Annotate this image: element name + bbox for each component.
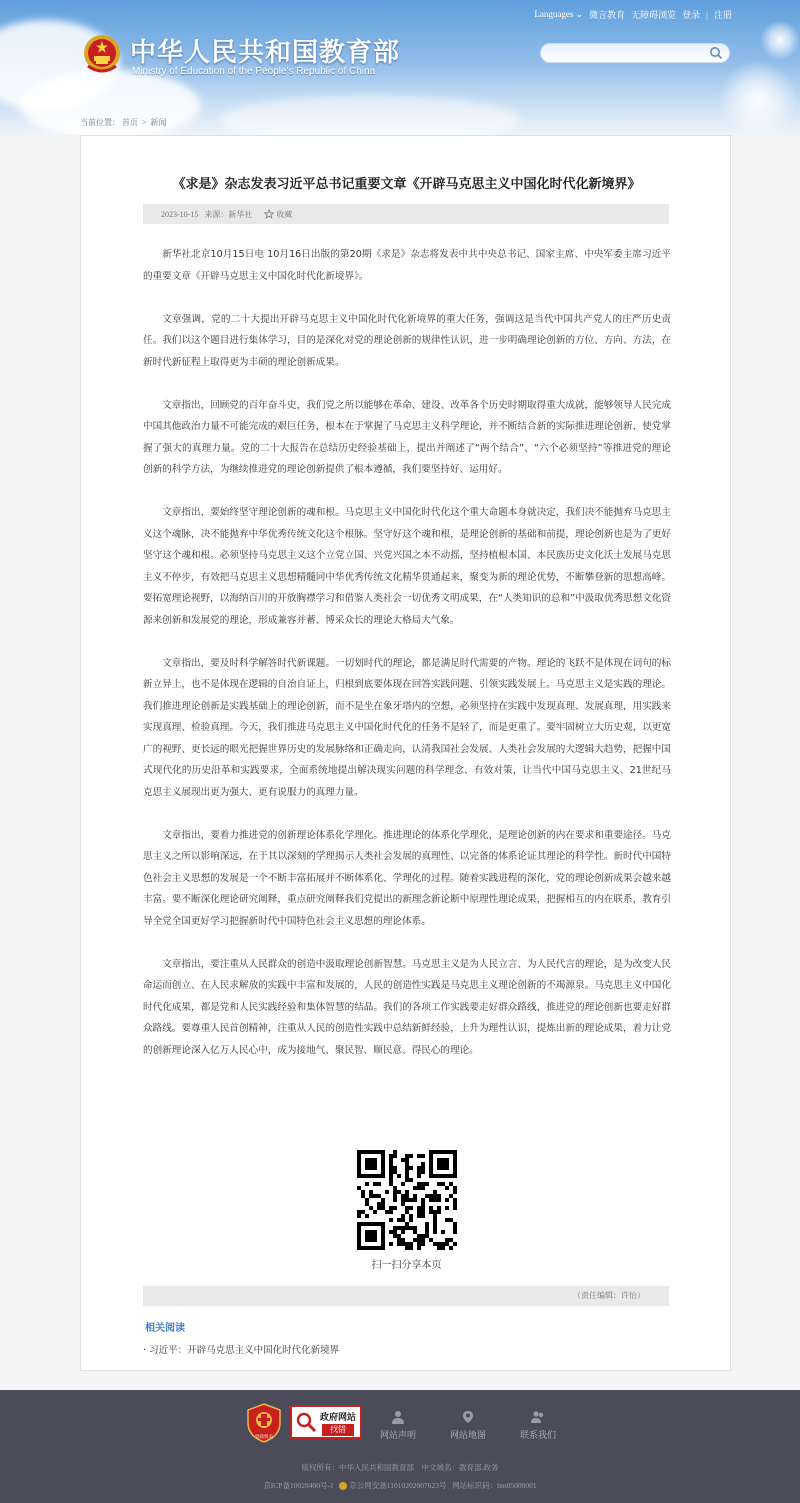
party-government-badge-icon[interactable]	[246, 1403, 282, 1443]
share-qr	[81, 1150, 732, 1271]
footer-link-label: 网站声明	[379, 1431, 416, 1441]
national-emblem-icon	[82, 32, 122, 76]
nav-link-accessible[interactable]: 无障碍浏览	[631, 10, 677, 20]
footer-link-label: 网站地图	[449, 1431, 486, 1441]
footer-police[interactable]: 京公网安备11010202007623号	[349, 1481, 447, 1490]
breadcrumb	[80, 117, 167, 128]
related-link-label: 习近平：开辟马克思主义中国化时代化新境界	[149, 1345, 340, 1356]
breadcrumb-current[interactable]: 新闻	[150, 118, 167, 127]
cloud-decoration	[220, 95, 520, 135]
footer-site-id: 网站标识码：bm05000001	[452, 1481, 537, 1490]
magnifier-icon	[295, 1411, 317, 1433]
languages-menu[interactable]	[534, 9, 583, 20]
languages-label: Languages	[534, 9, 574, 19]
dandelion-decoration	[718, 60, 798, 135]
favorite-label: 收藏	[276, 209, 293, 219]
footer-copyright: 版权所有：中华人民共和国教育部 中文域名：教育部.政务	[301, 1463, 499, 1472]
article-date: 2023-10-15	[161, 209, 199, 219]
footer-link-statement[interactable]	[368, 1410, 428, 1441]
article-card	[80, 135, 731, 1371]
qr-label: 扫一扫分享本页	[371, 1260, 442, 1271]
search-box	[540, 43, 730, 63]
footer-icp[interactable]: 京ICP备10028400号-1	[263, 1481, 334, 1490]
related-reading-title: 相关阅读	[145, 1323, 185, 1334]
contacts-icon	[530, 1410, 546, 1424]
footer-link-sitemap[interactable]	[438, 1410, 498, 1441]
page-header	[0, 0, 800, 135]
site-title[interactable]: 中华人民共和国教育部	[130, 38, 401, 68]
article-paragraph: 文章强调，党的二十大提出开辟马克思主义中国化时代化新境界的重大任务，强调这是当代中国共产党人的庄严历史责任。我们以这个题目进行集体学习，目的是深化对党的理论创新的规律性认识，进一步明确理论创新的方位、方向、方法，在新时代新征程上取得更为丰硕的理论创新成果。	[143, 313, 671, 368]
article-paragraph: 文章指出，要始终坚守理论创新的魂和根。马克思主义中国化时代化这个重大命题本身就决定，我们决不能抛弃马克思主义这个魂脉，决不能抛弃中华优秀传统文化这个根脉。坚守好这个魂和根，是理论创新的基础和前提，理论创新也是为了更好坚守这个魂和根。必须坚持马克思主义这个立党立国、兴党兴国之本不动摇，坚持植根本国、本民族历史文化沃土发展马克思主义不停步，有效把马克思主义思想精髓同中华优秀传统文化精华贯通起来，聚变为新的理论优势，不断攀登新的思想高峰。要拓宽理论视野，以海纳百川的开放胸襟学习和借鉴人类社会一切优秀文明成果，在“人类知识的总和”中汲取优秀思想文化资源来创新和发展党的理论，形成兼容并蓄、博采众长的理论大格局大气象。	[143, 507, 672, 626]
star-icon	[264, 209, 274, 219]
article-paragraph: 新华社北京10月15日电 10月16日出版的第20期《求是》杂志将发表中共中央总书记、国家主席、中央军委主席习近平的重要文章《开辟马克思主义中国化时代化新境界》。	[143, 249, 671, 282]
responsible-editor: （责任编辑：许怡）	[143, 1286, 669, 1306]
location-pin-icon	[461, 1410, 475, 1424]
police-badge-icon	[339, 1482, 347, 1490]
favorite-button[interactable]	[264, 209, 292, 220]
top-nav	[534, 8, 732, 21]
search-input[interactable]	[541, 48, 701, 66]
search-icon[interactable]	[709, 46, 723, 60]
article-paragraph: 文章指出，要注重从人民群众的创造中汲取理论创新智慧。马克思主义是为人民立言、为人民代言的理论，是为改变人民命运而创立、在人民求解放的实践中丰富和发展的，人民的创造性实践是马克思主义理论创新的不竭源泉。马克思主义中国化时代化成果，都是党和人民实践经验和集体智慧的结晶。我们的各项工作实践要走好群众路线，推进党的理论创新也要走好群众路线。要尊重人民首创精神，注重从人民的创造性实践中总结新鲜经验，上升为理性认识，提炼出新的理论成果，着力让党的创新理论深入亿万人民心中，成为接地气、聚民智、顺民意、得民心的理论。	[143, 958, 671, 1056]
gov-label-bottom: 找错	[322, 1424, 354, 1436]
qr-code-icon	[357, 1150, 457, 1250]
article-paragraph: 文章指出，要着力推进党的创新理论体系化学理化。推进理论的体系化学理化，是理论创新的内在要求和重要途径。马克思主义之所以影响深远，在于其以深刻的学理揭示人类社会发展的真理性、以完备的体系论证其理论的科学性。新时代中国特色社会主义思想的发展是一个不断丰富拓展并不断体系化、学理化的过程。随着实践进程的深化，党的理论创新成果会越来越丰富。要不断深化理论研究阐释，重点研究阐释我们党提出的新理念新论断中原理性理论成果，把握相互的内在联系，教育引导全党全国更好学习把握新时代中国特色社会主义思想的理论体系。	[143, 829, 671, 927]
chevron-down-icon: ⌄	[575, 9, 584, 19]
footer-link-contact[interactable]	[508, 1410, 568, 1441]
site-subtitle: Ministry of Education of the People's Republic of China	[132, 66, 376, 77]
bullet-icon: ·	[143, 1345, 147, 1356]
footer-registration	[0, 1480, 800, 1491]
related-link[interactable]	[143, 1342, 339, 1356]
article-body	[143, 244, 671, 1083]
article-meta	[143, 204, 669, 224]
nav-divider: |	[706, 9, 708, 20]
gov-site-error-report[interactable]	[290, 1405, 362, 1439]
breadcrumb-label: 当前位置：	[80, 118, 120, 127]
footer-link-label: 联系我们	[519, 1431, 556, 1441]
article-paragraph: 文章指出，要及时科学解答时代新课题。一切划时代的理论，都是满足时代需要的产物。理论的飞跃不是体现在词句的标新立异上，也不是体现在逻辑的自治自证上，归根到底要体现在回答实践问题、引领实践发展上。马克思主义是实践的理论。我们推进理论创新是实践基础上的理论创新，而不是坐在象牙塔内的空想，必须坚持在实践中发现真理、发展真理，用实践来实现真理、检验真理。今天，我们推进马克思主义中国化时代化的任务不是轻了，而是更重了。要牢固树立大历史观，以更宽广的视野、更长远的眼光把握世界历史的发展脉络和正确走向，认清我国社会发展、人类社会发展的大逻辑大趋势，把握中国式现代化的历史沿革和实践要求，全面系统地提出解决现实问题的科学理念、有效对策，让当代中国马克思主义、21世纪马克思主义展现出更为强大、更有说服力的真理力量。	[143, 657, 671, 798]
article-paragraph: 文章指出，回顾党的百年奋斗史，我们党之所以能够在革命、建设、改革各个历史时期取得重大成就，能够领导人民完成中国其他政治力量不可能完成的艰巨任务，根本在于掌握了马克思主义科学理论，并不断结合新的实际推进理论创新，使党掌握了强大的真理力量。党的二十大报告在总结历史经验基础上，提出并阐述了“两个结合”、“六个必须坚持”等推进党的理论创新的科学方法，为继续推进党的理论创新提供了根本遵循，我们要坚持好、运用好。	[143, 399, 671, 475]
nav-link-register[interactable]: 注册	[713, 10, 732, 20]
article-title: 《求是》杂志发表习近平总书记重要文章《开辟马克思主义中国化时代化新境界》	[172, 177, 641, 192]
page-footer	[0, 1390, 800, 1503]
breadcrumb-home[interactable]: 首页	[122, 118, 138, 127]
article-source: 来源：新华社	[204, 209, 253, 219]
badge-label: 党政机关	[255, 1435, 273, 1440]
dandelion-decoration	[760, 20, 800, 60]
breadcrumb-separator: >	[142, 118, 147, 127]
nav-link-login[interactable]: 登录	[682, 10, 701, 20]
nav-link-mobile[interactable]: 微言教育	[589, 10, 626, 20]
person-icon	[391, 1410, 405, 1424]
gov-label-top: 政府网站	[320, 1413, 357, 1423]
